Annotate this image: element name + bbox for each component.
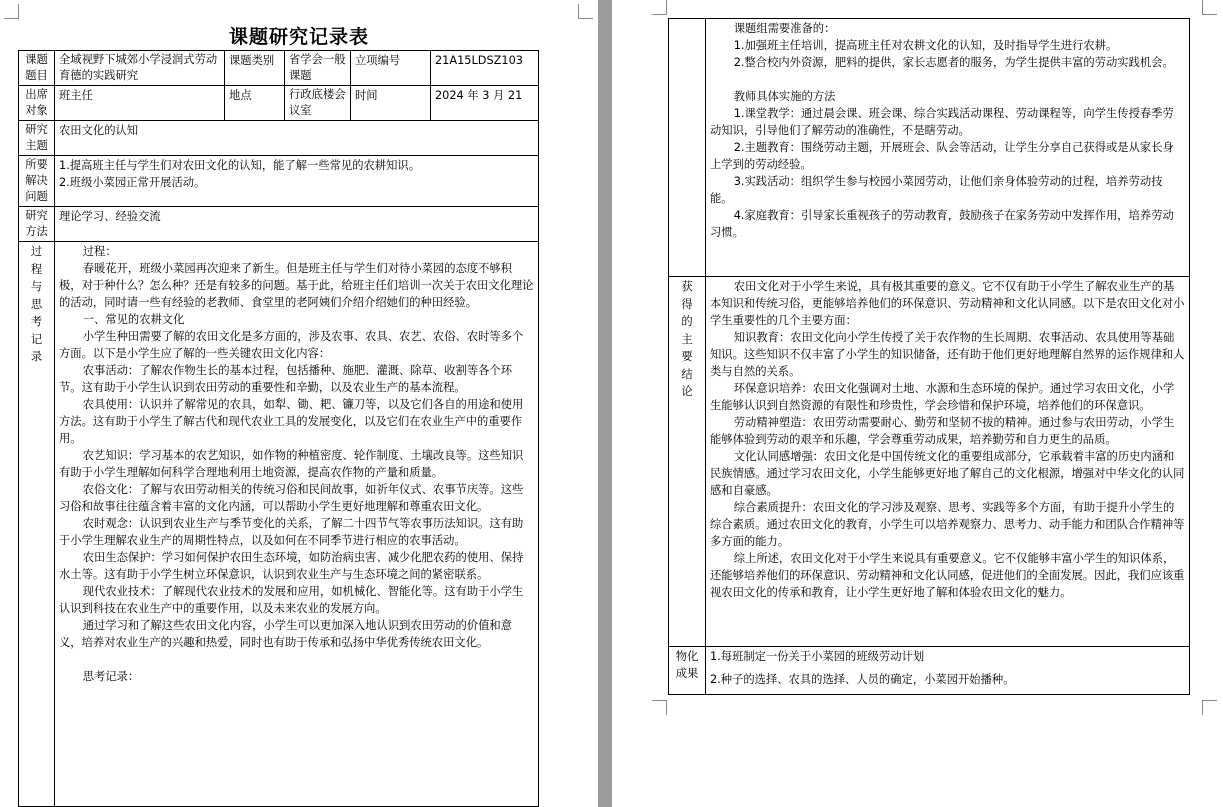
topic-label: 课题题目 [19,51,55,86]
process-paragraph: 小学生种田需要了解的农田文化是多方面的，涉及农事、农具、农艺、农俗、农时等多个方面。以下是小学生应了解的一些关键农田文化内容： [59,330,524,360]
process-paragraph: 农具使用：认识并了解常见的农具，如犁、锄、耙、镰刀等，以及它们各自的用途和使用方法。这有助于小学生了解古代和现代农业工具的发展变化，以及它们在农业生产中的重要作用。 [59,398,524,445]
row-process-continued [669,19,1190,277]
result-item: 2.种子的选择、农具的选择、人员的确定，小菜园开始播种。 [710,673,1015,686]
theme-label: 研究主题 [19,121,55,156]
project-no-label: 立项编号 [351,51,431,86]
continued-blank-line [710,71,1185,88]
problems-label: 所要解决问题 [19,156,55,207]
continued-paragraph: 3.实践活动：组织学生参与校园小菜园劳动，让他们亲身体验劳动的过程，培养劳动技能。 [710,175,1163,205]
category-value: 省学会一般课题 [285,51,351,86]
process-blank-line [59,651,534,668]
place-label: 地点 [225,86,285,121]
crop-mark [652,700,667,715]
row-problems [19,156,539,207]
process-heading: 一、常见的农耕文化 [82,313,185,326]
crop-mark [1202,0,1217,15]
record-table-continued [668,18,1190,695]
row-method [19,207,539,242]
process-paragraph: 农时观念：认识到农业生产与季节变化的关系，了解二十四节气等农事历法知识。这有助于小学生理解农业生产的周期性特点，以及如何在不同季节进行相应的农事活动。 [59,517,524,547]
crop-mark [1202,700,1217,715]
time-value: 2024 年 3 月 21 [431,86,539,121]
conclusion-cell [706,277,1190,647]
process-paragraph: 通过学习和了解这些农田文化内容，小学生可以更加深入地认识到农田劳动的价值和意义，培养对农业生产的兴趣和热爱，同时也有助于传承和弘扬中华优秀传统农田文化。 [59,619,513,649]
continued-paragraph: 1.课堂教学：通过晨会课、班会课、综合实践活动课程、劳动课程等，向学生传授春季劳动知识，引导他们了解劳动的准确性，不是瞎劳动。 [710,107,1174,137]
continued-paragraph: 课题组需要准备的： [733,22,836,35]
conclusion-paragraph: 文化认同感增强：农田文化是中国传统文化的重要组成部分，它承载着丰富的历史内涵和民族情感。通过学习农田文化，小学生能够更好地了解自己的文化根源，增强对中华文化的认同感和自豪感。 [710,450,1185,497]
crop-mark [652,0,667,15]
attendee-label: 出席对象 [19,86,55,121]
reflection-heading: 思考记录： [82,670,140,683]
crop-mark [578,4,593,19]
problem-item: 1.提高班主任与学生们对农田文化的认知，能了解一些常见的农耕知识。 [59,159,420,172]
continued-cell [706,19,1190,277]
theme-value: 农田文化的认知 [55,121,539,156]
results-label: 物化成果 [669,647,706,695]
time-label: 时间 [351,86,431,121]
method-label: 研究方法 [19,207,55,242]
document-page-left [0,0,598,807]
conclusion-paragraph: 劳动精神塑造：农田劳动需要耐心、勤劳和坚韧不拔的精神。通过参与农田劳动，小学生能够体验到劳动的艰辛和乐趣，学会尊重劳动成果，培养勤劳和自力更生的品质。 [710,416,1175,446]
conclusion-label: 获得的主要结论 [669,277,706,647]
row-process [19,242,539,807]
record-table [18,50,539,807]
continued-paragraph: 4.家庭教育：引导家长重视孩子的劳动教育，鼓励孩子在家务劳动中发挥作用，培养劳动习惯。 [710,209,1174,239]
project-no-value: 21A15LDSZ103 [431,51,539,86]
continued-paragraph: 1.加强班主任培训，提高班主任对农耕文化的认知，及时指导学生进行农耕。 [733,39,1118,52]
row-topic [19,51,539,86]
topic-value: 全域视野下城郊小学浸润式劳动育德的实践研究 [55,51,225,86]
row-attendee [19,86,539,121]
category-label: 课题类别 [225,51,285,86]
row-theme [19,121,539,156]
document-title: 课题研究记录表 [228,26,369,48]
continued-paragraph: 2.主题教育：围绕劳动主题，开展班会、队会等活动，让学生分享自己获得或是从家长身上学到的劳动经验。 [710,141,1174,171]
process-paragraph: 农艺知识：学习基本的农艺知识，如作物的种植密度、轮作制度、土壤改良等。这些知识有助于小学生理解如何科学合理地利用土地资源，提高农作物的产量和质量。 [59,449,524,479]
process-paragraph: 农田生态保护：学习如何保护农田生态环境，如防治病虫害、减少化肥农药的使用、保持水土等。这有助于小学生树立环保意识，认识到农业生产与生态环境之间的紧密联系。 [59,551,524,581]
continued-paragraph: 2.整合校内外资源，肥料的提供，家长志愿者的服务，为学生提供丰富的劳动实践机会。 [733,56,1174,69]
process-cell [55,242,539,807]
conclusion-paragraph: 环保意识培养：农田文化强调对土地、水源和生态环境的保护。通过学习农田文化，小学生能够认识到自然资源的有限性和珍贵性，学会珍惜和保护环境，培养他们的环保意识。 [710,382,1175,412]
result-item: 1.每班制定一份关于小菜园的班级劳动计划 [710,650,925,663]
process-paragraph: 春暖花开，班级小菜园再次迎来了新生。但是班主任与学生们对待小菜园的态度不够积极，对于种什么？怎么种？还是有较多的问题。基于此，给班主任们培训一次关于农田文化理论的活动，同时请一些有经验的老教师、食堂里的老阿姨们介绍介绍她们的种田经验。 [59,262,534,309]
process-paragraph: 农俗文化：了解与农田劳动相关的传统习俗和民间故事，如祈年仪式、农事节庆等。这些习俗和故事往往蕴含着丰富的文化内涵，可以帮助小学生更好地理解和尊重农田文化。 [59,483,524,513]
method-value: 理论学习、经验交流 [55,207,539,242]
conclusion-paragraph: 农田文化对于小学生来说，具有极其重要的意义。它不仅有助于小学生了解农业生产的基本知识和传统习俗，更能够培养他们的环保意识、劳动精神和文化认同感。以下是农田文化对小学生重要性的几个主要方面： [710,280,1185,327]
process-label: 过程与思考记录 [19,242,55,807]
process-label-continued [669,19,706,277]
page-gap [598,0,612,807]
results-cell [706,647,1190,695]
conclusion-paragraph: 综合素质提升：农田文化的学习涉及观察、思考、实践等多个方面，有助于提升小学生的综合素质。通过农田文化的教育，小学生可以培养观察力、思考力、动手能力和团队合作精神等多方面的能力。 [710,501,1185,548]
problems-cell [55,156,539,207]
process-paragraph: 农事活动：了解农作物生长的基本过程，包括播种、施肥、灌溉、除草、收割等各个环节。这有助于小学生认识到农田劳动的重要性和辛勤，以及农业生产的基本流程。 [59,364,513,394]
row-results [669,647,1190,695]
problem-item: 2.班级小菜园正常开展活动。 [59,176,206,189]
conclusion-paragraph: 知识教育：农田文化向小学生传授了关于农作物的生长周期、农事活动、农具使用等基础知识。这些知识不仅丰富了小学生的知识储备，还有助于他们更好地理解自然界的运作规律和人类与自然的关系。 [710,331,1185,378]
place-value: 行政底楼会议室 [285,86,351,121]
document-page-right [612,0,1223,807]
attendee-value: 班主任 [55,86,225,121]
process-paragraph: 过程： [82,245,117,258]
crop-mark [4,4,19,19]
continued-heading: 教师具体实施的方法 [733,90,836,103]
process-paragraph: 现代农业技术：了解现代农业技术的发展和应用，如机械化、智能化等。这有助于小学生认识到科技在农业生产中的重要作用，以及未来农业的发展方向。 [59,585,524,615]
row-conclusion [669,277,1190,647]
conclusion-paragraph: 综上所述，农田文化对于小学生来说具有重要意义。它不仅能够丰富小学生的知识体系，还能够培养他们的环保意识、劳动精神和文化认同感，促进他们的全面发展。因此，我们应该重视农田文化的传承和教育，让小学生更好地了解和体验农田文化的魅力。 [710,552,1185,599]
